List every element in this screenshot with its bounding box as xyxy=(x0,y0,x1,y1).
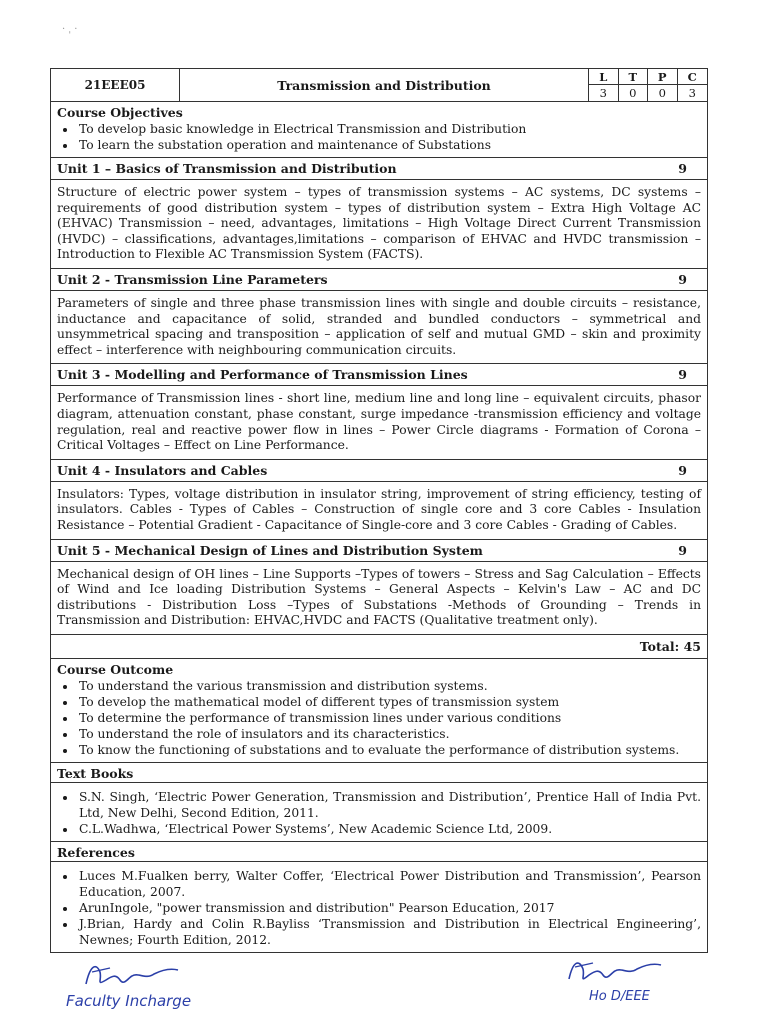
textbooks-section xyxy=(51,783,707,842)
textbooks-heading-row xyxy=(51,763,707,783)
references-list xyxy=(51,862,707,952)
ltpc-value-t: 0 xyxy=(619,85,649,101)
total-hours: Total: 45 xyxy=(51,635,707,659)
course-title: Transmission and Distribution xyxy=(180,69,589,101)
unit-hours: 9 xyxy=(678,462,687,478)
objective-item: • To develop basic knowledge in Electrical Transmission and Distribution xyxy=(77,121,701,137)
unit-3-content: Performance of Transmission lines - short line, medium line and long line – equivalent circuits, phasor diagram, attenuation constant, phase constant, surge impedance -transmission efficiency and voltage regulation, real and reactive power flow in lines – Power Circle diagrams - Formation of Corona – Critical Voltages – Effect on Line Performance. xyxy=(51,386,707,459)
ltpc-header-l: L xyxy=(589,69,619,85)
hod-signature xyxy=(555,955,685,1004)
unit-4-content: Insulators: Types, voltage distribution in insulator string, improvement of string efficiency, testing of insulators. Cables - Types of Cables – Construction of single core and 3 core Cables - Insulation Resistance – Potential Gradient - Capacitance of Single-core and 3 core Cables - Grading of Cables. xyxy=(51,482,707,540)
textbooks-heading: Text Books xyxy=(57,765,134,781)
references-heading: References xyxy=(57,844,135,860)
outcome-item: • To understand the role of insulators and its characteristics. xyxy=(77,726,701,742)
unit-title: Unit 4 - Insulators and Cables xyxy=(57,462,268,478)
unit-5-title-row xyxy=(51,540,707,562)
unit-hours: 9 xyxy=(678,271,687,287)
hod-signature-scribble-icon xyxy=(555,955,685,991)
references-section xyxy=(51,862,707,952)
syllabus-table xyxy=(50,68,708,953)
course-code: 21EEE05 xyxy=(51,69,180,101)
ltpc-header-p: P xyxy=(648,69,678,85)
reference-item: • ArunIngole, "power transmission and distribution" Pearson Education, 2017 xyxy=(77,900,701,916)
course-header-row xyxy=(51,69,707,102)
objectives-section xyxy=(51,102,707,158)
outcome-item: • To understand the various transmission and distribution systems. xyxy=(77,678,701,694)
ltpc-value-l: 3 xyxy=(589,85,619,101)
ltpc-grid xyxy=(589,69,707,101)
ltpc-value-p: 0 xyxy=(648,85,678,101)
faculty-signature xyxy=(66,958,216,1010)
references-heading-row xyxy=(51,842,707,862)
scan-specks: · ˌ · xyxy=(62,24,78,35)
unit-title: Unit 5 - Mechanical Design of Lines and Distribution System xyxy=(57,542,483,558)
outcome-item: • To know the functioning of substations and to evaluate the performance of distribution systems. xyxy=(77,742,701,758)
hod-signature-caption: Ho D/EEE xyxy=(589,989,650,1004)
unit-hours: 9 xyxy=(678,161,687,176)
unit-1-title-row xyxy=(51,158,707,180)
textbook-item: • S.N. Singh, ‘Electric Power Generation, Transmission and Distribution’, Prentice Hall of India Pvt. Ltd, New Delhi, Second Edition, 2011. xyxy=(77,789,701,821)
reference-item: • J.Brian, Hardy and Colin R.Bayliss ‘Transmission and Distribution in Electrical Engineering’, Newnes; Fourth Edition, 2012. xyxy=(77,916,701,948)
unit-hours: 9 xyxy=(678,367,687,383)
unit-2-title-row xyxy=(51,269,707,291)
unit-title: Unit 3 - Modelling and Performance of Transmission Lines xyxy=(57,367,468,383)
unit-title: Unit 1 – Basics of Transmission and Distribution xyxy=(57,161,397,176)
unit-2-content: Parameters of single and three phase transmission lines with single and double circuits – resistance, inductance and capacitance of solid, stranded and bundled conductors – symmetrical and unsymmetrical spacing and transposition – application of self and mutual GMD – skin and proximity effect – interference with neighbouring communication circuits. xyxy=(51,291,707,364)
unit-1-content: Structure of electric power system – types of transmission systems – AC systems, DC systems – requirements of good distribution system – types of distribution system – Extra High Voltage AC (EHVAC) Transmission – need, advantages, limitations – High Voltage Direct Current Transmission (HVDC) – classifications, advantages,limitations – comparison of EHVAC and HVDC transmission –Introduction to Flexible AC Transmission System (FACTS). xyxy=(51,180,707,269)
reference-item: • Luces M.Fualken berry, Walter Coffer, ‘Electrical Power Distribution and Transmission’, Pearson Education, 2007. xyxy=(77,868,701,900)
outcomes-list xyxy=(51,678,707,762)
unit-hours: 9 xyxy=(678,542,687,558)
outcomes-heading: Course Outcome xyxy=(57,661,174,677)
ltpc-header-c: C xyxy=(678,69,708,85)
unit-title: Unit 2 - Transmission Line Parameters xyxy=(57,271,328,287)
objective-item: • To learn the substation operation and maintenance of Substations xyxy=(77,137,701,153)
outcome-item: • To determine the performance of transmission lines under various conditions xyxy=(77,710,701,726)
unit-5-content: Mechanical design of OH lines – Line Supports –Types of towers – Stress and Sag Calculation – Effects of Wind and Ice loading Distribution Systems – General Aspects – Kelvin's Law – AC and DC distributions - Distribution Loss –Types of Substations -Methods of Grounding – Trends in Transmission and Distribution: EHVAC,HVDC and FACTS (Qualitative treatment only). xyxy=(51,562,707,635)
textbooks-list xyxy=(51,783,707,841)
unit-3-title-row xyxy=(51,364,707,386)
unit-4-title-row xyxy=(51,460,707,482)
ltpc-header-t: T xyxy=(619,69,649,85)
textbook-item: • C.L.Wadhwa, ‘Electrical Power Systems’, New Academic Science Ltd, 2009. xyxy=(77,821,701,837)
objectives-list xyxy=(51,121,707,157)
ltpc-value-c: 3 xyxy=(688,86,696,100)
objectives-heading: Course Objectives xyxy=(57,105,183,120)
outcome-item: • To develop the mathematical model of different types of transmission system xyxy=(77,694,701,710)
faculty-signature-caption: Faculty Incharge xyxy=(66,992,192,1010)
outcomes-section xyxy=(51,659,707,763)
